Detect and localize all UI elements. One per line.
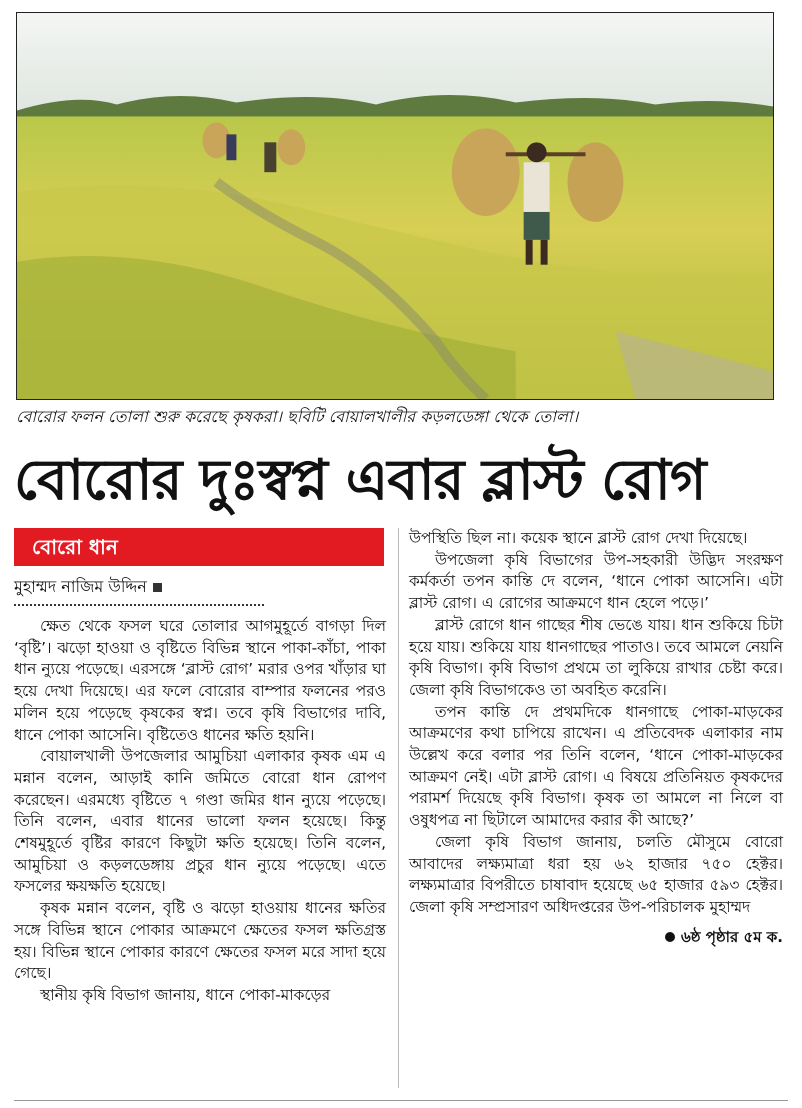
article-paragraph: জেলা কৃষি বিভাগ জানায়, চলতি মৌসুমে বোরো আবাদের লক্ষ্যমাত্রা ধরা হয় ৬২ হাজার ৭৫০ হেক্টর। লক্ষ্যমাত্রার বিপরীতে চাষাবাদ হয়েছে ৬৫ হাজার ৫৯৩ হেক্টর। জেলা কৃষি সম্প্রসারণ অধিদপ্তরের উপ-পরিচালক মুহাম্মদ bbox=[409, 832, 783, 916]
right-column bbox=[409, 528, 783, 948]
article-paragraph: বোয়ালখালী উপজেলার আমুচিয়া এলাকার কৃষক এম এ মন্নান বলেন, আড়াই কানি জমিতে বোরো ধান রোপণ করেছেন। এরমধ্যে বৃষ্টিতে ৭ গণ্ডা জমির ধান ন্যুয়ে পড়েছে। তিনি বলেন, এবার ধানের ভালো ফলন হয়েছে। কিন্তু শেষমুহূর্তে বৃষ্টির কারণে কিছুটা ক্ষতি হয়েছে। তিনি বলেন, আমুচিয়া ও কড়লডেঙ্গায় প্রচুর ধান ন্যুয়ে পড়েছে। এতে ফসলের ক্ষয়ক্ষতি হয়েছে। bbox=[14, 747, 386, 896]
section-tag: বোরো ধান bbox=[14, 528, 384, 566]
headline: বোরোর দুঃস্বপ্ন এবার ব্লাস্ট রোগ bbox=[14, 447, 706, 513]
article-paragraph: উপজেলা কৃষি বিভাগের উপ-সহকারী উদ্ভিদ সংরক্ষণ কর্মকর্তা তপন কান্তি দে বলেন, ‘ধানে পোকা আসেনি। এটা ব্লাস্ট রোগ। এ রোগের আক্রমণে ধান হেলে পড়ে।’ bbox=[409, 550, 783, 613]
bullet-dot-icon bbox=[665, 932, 675, 942]
article-paragraph: ব্লাস্ট রোগে ধান গাছের শীষ ভেঙে যায়। ধান শুকিয়ে চিটা হয়ে যায়। শুকিয়ে যায় ধানগাছের পাতাও। তবে আমলে নেয়নি কৃষি বিভাগ। কৃষি বিভাগ প্রথমে তা লুকিয়ে রাখার চেষ্টা করে। জেলা কৃষি বিভাগকেও তা অবহিত করেনি। bbox=[409, 615, 783, 699]
article-paragraph: স্থানীয় কৃষি বিভাগ জানায়, ধানে পোকা-মাকড়ের bbox=[40, 985, 331, 1004]
rice-field-harvest-photo-icon bbox=[17, 13, 773, 399]
rice-field-photo bbox=[16, 12, 774, 400]
byline bbox=[14, 576, 264, 606]
column-divider bbox=[398, 528, 399, 1088]
article-paragraph: কৃষক মন্নান বলেন, বৃষ্টি ও ঝড়ো হাওয়ায় ধানের ক্ষতির সঙ্গে বিভিন্ন স্থানে পোকার আক্রমণে ক্ষেতের ফসল ক্ষতিগ্রস্ত হয়। বিভিন্ন স্থানে পোকার কারণে ক্ষেতের ফসল মরে সাদা হয়ে গেছে। bbox=[14, 899, 386, 983]
left-column bbox=[14, 528, 386, 1007]
article-paragraph: উপস্থিতি ছিল না। কয়েক স্থানে ব্লাস্ট রোগ দেখা দিয়েছে। bbox=[409, 529, 748, 547]
bottom-rule bbox=[14, 1100, 788, 1101]
continued-text: ৬ষ্ঠ পৃষ্ঠার ৫ম ক. bbox=[680, 927, 783, 946]
article-paragraph: তপন কান্তি দে প্রথমদিকে ধানগাছে পোকা-মাড়কের আক্রমণের কথা চাপিয়ে রাখেন। এ প্রতিবেদক এলাকার নাম উল্লেখ করে বলার পর তিনি বলেন, ‘ধানে পোকা-মাড়কের আক্রমণ নেই। এটা ব্লাস্ট রোগ। এ বিষয়ে প্রতিনিয়ত কৃষকদের পরামর্শ দিয়েছে কৃষি বিভাগ। কৃষক তা আমলে না নিলে বা ওষুধপত্র না ছিটালে আমাদের করার কী আছে?’ bbox=[409, 702, 783, 830]
photo-caption: বোরোর ফলন তোলা শুরু করেছে কৃষকরা। ছবিটি বোয়ালখালীর কড়লডেঙ্গা থেকে তোলা। bbox=[16, 407, 579, 426]
square-bullet-icon bbox=[153, 583, 162, 592]
continued-note bbox=[409, 927, 783, 949]
byline-author: মুহাম্মদ নাজিম উদ্দিন bbox=[14, 577, 147, 596]
article-paragraph: ক্ষেত থেকে ফসল ঘরে তোলার আগমুহূর্তে বাগড়া দিল ‘বৃষ্টি’। ঝড়ো হাওয়া ও বৃষ্টিতে বিভিন্ন স্থানে পাকা-কাঁচা, পাকা ধান ন্যুয়ে পড়েছে। এরসঙ্গে ‘ব্লাস্ট রোগ’ মরার ওপর খাঁড়ার ঘা হয়ে দেখা দিয়েছে। এর ফলে বোরোর বাম্পার ফলনের পরও মলিন হয়ে পড়েছে কৃষকের স্বপ্ন। তবে কৃষি বিভাগের দাবি, ধানে পোকা আসেনি। বৃষ্টিতেও ধানের ক্ষতি হয়নি। bbox=[14, 617, 386, 744]
